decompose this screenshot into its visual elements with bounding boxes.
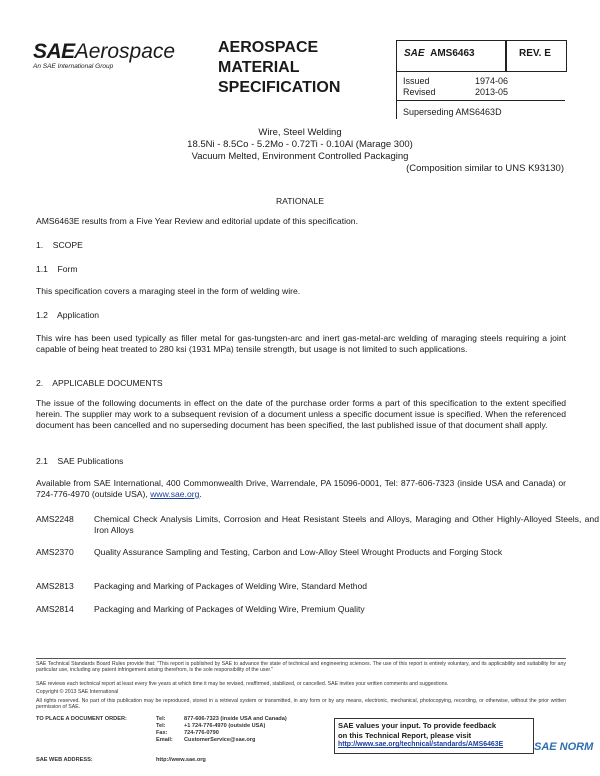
- reference-title: Packaging and Marking of Packages of Welding Wire, Premium Quality: [94, 604, 365, 614]
- doc-number: [404, 48, 475, 59]
- title-line-2: MATERIAL: [218, 59, 300, 76]
- doc-title-line-3: Vacuum Melted, Environment Controlled Packaging: [191, 151, 409, 162]
- doc-sae-mark: SAE: [404, 48, 425, 59]
- footer-divider: [36, 658, 566, 659]
- sae-aerospace-logo: [33, 40, 175, 70]
- feedback-link[interactable]: http://www.sae.org/technical/standards/AMS6463E: [338, 741, 504, 749]
- tel2-value: +1 724-776-4970 (outside USA): [184, 723, 266, 729]
- logo-sae-text: SAE: [33, 40, 75, 63]
- order-label: TO PLACE A DOCUMENT ORDER:: [36, 716, 127, 722]
- reference-code: AMS2813: [36, 581, 74, 591]
- doc-title-line-1: Wire, Steel Welding: [258, 127, 342, 138]
- doc-number-value: AMS6463: [430, 48, 475, 59]
- doc-title-line-2: 18.5Ni - 8.5Co - 5.2Mo - 0.72Ti - 0.10Al (Marage 300): [187, 139, 413, 150]
- reference-code: AMS2248: [36, 514, 74, 524]
- sae-website-link[interactable]: www.sae.org: [150, 489, 200, 499]
- issued-label: Issued: [403, 76, 430, 86]
- reference-row: [36, 514, 600, 540]
- doc-title-line-4: (Composition similar to UNS K93130): [406, 163, 564, 174]
- section-1-1-heading: 1.1 Form: [36, 264, 78, 274]
- revision-label: REV. E: [519, 48, 551, 59]
- tel1-value: 877-606-7323 (inside USA and Canada): [184, 716, 287, 722]
- email-label: Email:: [156, 737, 173, 743]
- web-address-label: SAE WEB ADDRESS:: [36, 757, 93, 763]
- section-1-2-heading: 1.2 Application: [36, 310, 100, 320]
- footer-disclaimer: SAE Technical Standards Board Rules provide that: "This report is published by SAE to advance the state of technical and engineering sciences. The use of this report is entirely voluntary, and its applicability and suitability for any particular use, including any patent infringement arising therefrom, is the sole responsibility of the user.": [36, 661, 566, 674]
- section-1-1-text: This specification covers a maraging steel in the form of welding wire.: [36, 286, 301, 296]
- section-2-1-text-b: .: [199, 489, 202, 499]
- feedback-line-1: SAE values your input. To provide feedback: [338, 721, 497, 730]
- tel2-label: Tel:: [156, 723, 166, 729]
- footer-review-note: SAE reviews each technical report at least every five years at which time it may be revised, reaffirmed, stabilized, or cancelled. SAE invites your written comments and suggestions.: [36, 681, 449, 687]
- issued-value: 1974-06: [475, 76, 509, 86]
- section-2-1-text-a: Available from SAE International, 400 Commonwealth Drive, Warrendale, PA 15096-0001, Tel: 877-606-7323 (inside USA and Canada) or 724-776-4970 (outside USA),: [36, 478, 566, 499]
- header-divider: [396, 100, 565, 101]
- reference-row: [36, 581, 600, 595]
- tel1-label: Tel:: [156, 716, 166, 722]
- section-1-heading: 1. SCOPE: [36, 240, 83, 250]
- reference-title: Chemical Check Analysis Limits, Corrosion and Heat Resistant Steels and Alloys, Maraging and Other Highly-Alloyed Steels, and Iron Alloys: [94, 514, 599, 535]
- revised-value: 2013-05: [475, 87, 509, 97]
- section-2-heading: 2. APPLICABLE DOCUMENTS: [36, 378, 163, 388]
- document-type-title: [218, 38, 340, 98]
- footer-rights: All rights reserved. No part of this publication may be reproduced, stored in a retrieval system or transmitted, in any form or by any means, electronic, mechanical, photocopying, recording, or otherwise, without the prior written permission of SAE.: [36, 698, 566, 711]
- fax-value: 724-776-0790: [184, 730, 219, 736]
- reference-title: Packaging and Marking of Packages of Welding Wire, Standard Method: [94, 581, 368, 591]
- contact-labels: [156, 716, 173, 744]
- revised-label: Revised: [403, 87, 436, 97]
- section-1-2-text: This wire has been used typically as filler metal for gas-tungsten-arc and inert gas-metal-arc welding of maraging steels requiring a joint capable of being heat treated to 280 ksi (1931 MPa) tensile strength, but usage is not limited to such applications.: [36, 333, 566, 354]
- rationale-text: AMS6463E results from a Five Year Review and editorial update of this specification.: [36, 216, 358, 226]
- reference-row: [36, 604, 600, 618]
- footer-copyright: Copyright © 2013 SAE International: [36, 689, 119, 695]
- section-2-text: The issue of the following documents in effect on the date of the purchase order forms a part of this specification to the extent specified herein. The supplier may work to a subsequent revision of a document unless a specific document issue is specified. When the referenced document has been cancelled and no superseding document has been specified, the last published issue of that document shall apply.: [36, 398, 566, 430]
- sae-norm-watermark: SAE NORM: [534, 741, 594, 753]
- header-side-rule: [396, 71, 397, 119]
- reference-row: [36, 547, 600, 573]
- superseding-text: Superseding AMS6463D: [403, 107, 502, 117]
- logo-subtitle: An SAE International Group: [33, 63, 114, 70]
- rationale-heading: RATIONALE: [275, 196, 325, 206]
- reference-title: Quality Assurance Sampling and Testing, Carbon and Low-Alloy Steel Wrought Products and Forging Stock: [94, 547, 503, 557]
- reference-code: AMS2370: [36, 547, 74, 557]
- feedback-line-2: on this Technical Report, please visit: [338, 730, 472, 740]
- logo-aerospace-text: Aerospace: [74, 40, 176, 63]
- fax-label: Fax:: [156, 730, 168, 736]
- reference-code: AMS2814: [36, 604, 74, 614]
- email-value[interactable]: CustomerService@sae.org: [184, 737, 256, 743]
- title-line-3: SPECIFICATION: [218, 79, 341, 96]
- section-2-1-heading: 2.1 SAE Publications: [36, 456, 124, 466]
- web-address-link[interactable]: http://www.sae.org: [156, 757, 206, 763]
- title-line-1: AEROSPACE: [218, 39, 319, 56]
- feedback-box: [334, 718, 534, 754]
- section-2-1-text: [36, 478, 566, 500]
- contact-values: [184, 716, 287, 744]
